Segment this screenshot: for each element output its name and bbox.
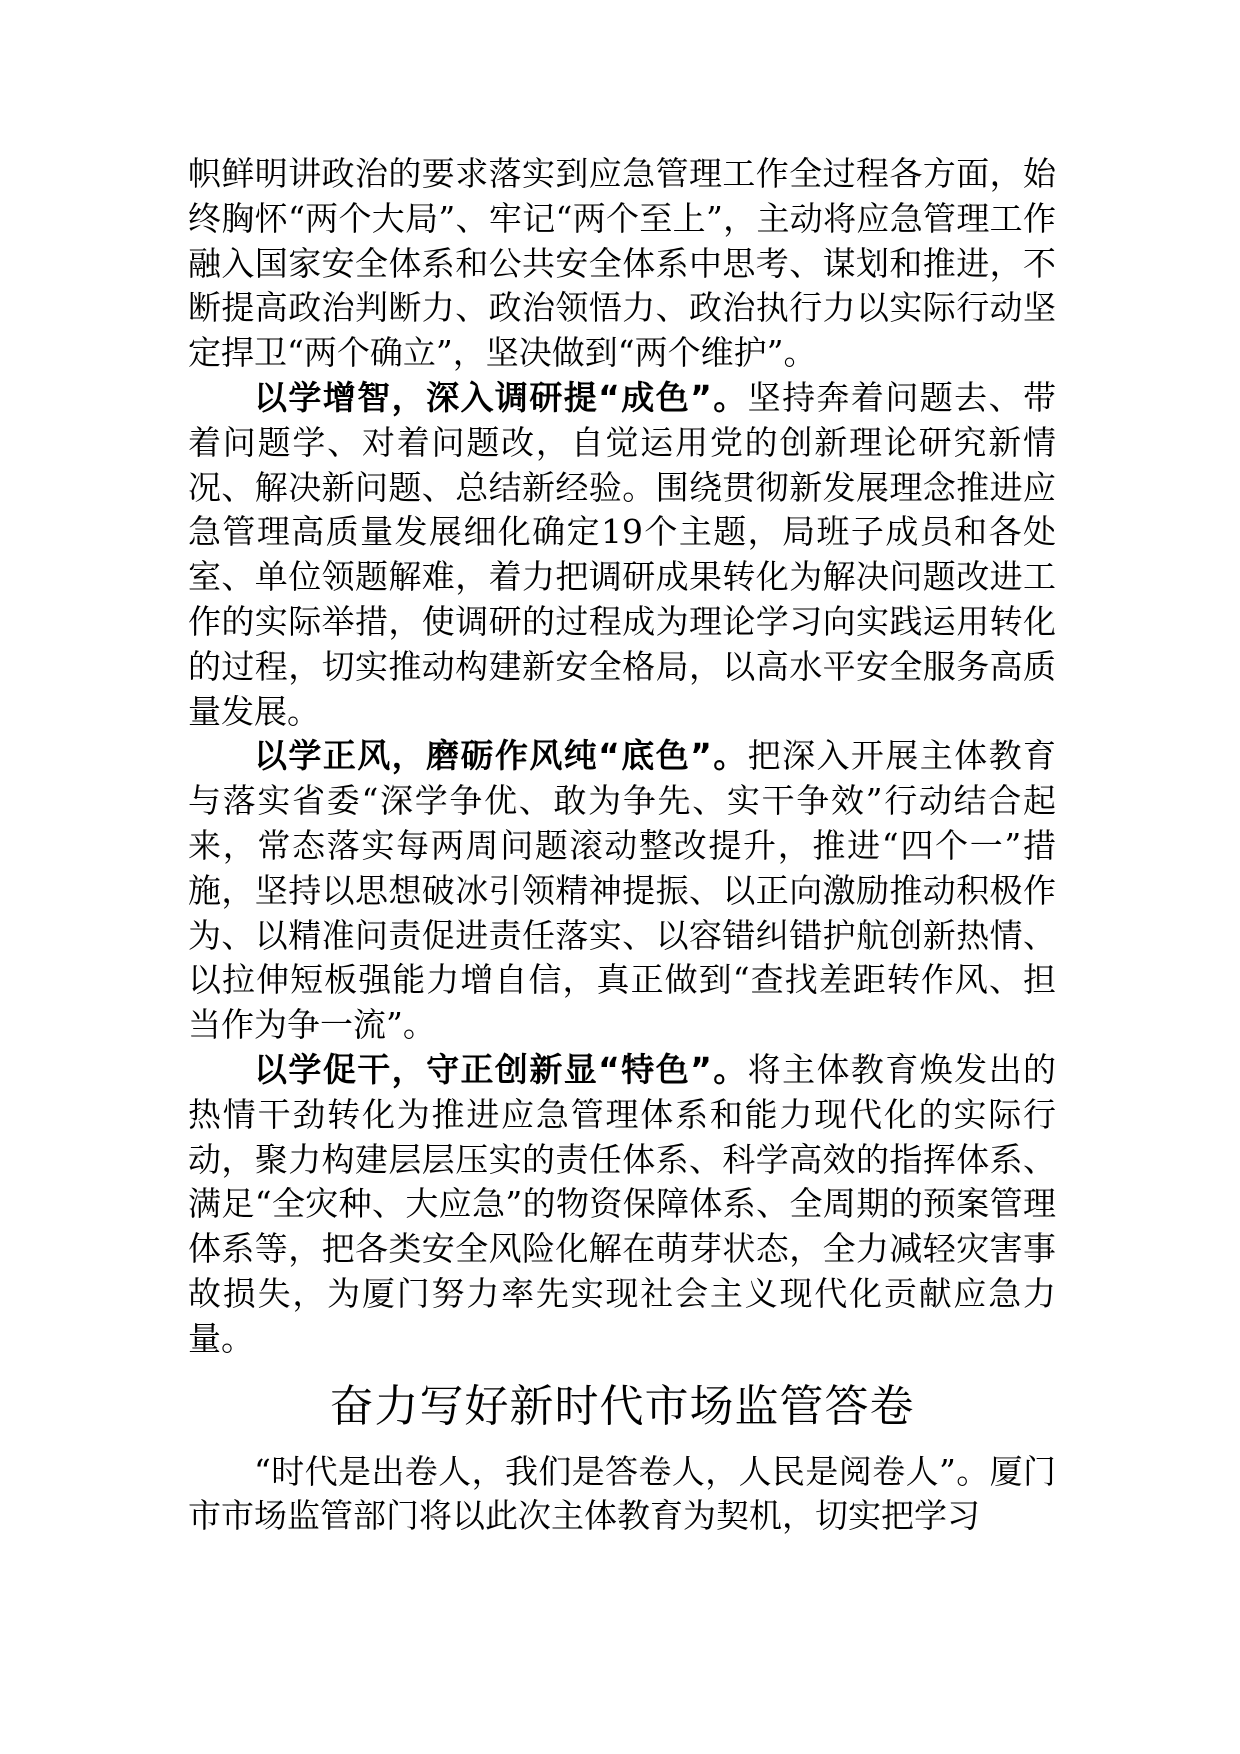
paragraph-study-wisdom [188,376,1056,734]
paragraph-text: 坚持奔着问题去、带着问题学、对着问题改，自觉运用党的创新理论研究新情况、解决新问题、总结新经验。围绕贯彻新发展理念推进应急管理高质量发展细化确定19个主题，局班子成员和各处室、单位领题解难，着力把调研成果转化为解决问题改进工作的实际举措，使调研的过程成为理论学习向实践运用转化的过程，切实推动构建新安全格局，以高水平安全服务高质量发展。 [188,377,1056,731]
paragraph-study-style [188,734,1056,1048]
section-heading: 奋力写好新时代市场监管答卷 [329,1380,915,1432]
paragraph-text: 帜鲜明讲政治的要求落实到应急管理工作全过程各方面，始终胸怀“两个大局”、牢记“两个至上”，主动将应急管理工作融入国家安全体系和公共安全体系中思考、谋划和推进，不断提高政治判断力、政治领悟力、政治执行力以实际行动坚定捍卫“两个确立”，坚决做到“两个维护”。 [188,154,1056,373]
paragraph-study-action [188,1048,1056,1362]
paragraph-text: “时代是出卷人，我们是答卷人，人民是阅卷人”。厦门市市场监管部门将以此次主体教育为契机，切实把学习 [188,1451,1056,1536]
article-body [188,152,1056,1539]
paragraph-lead: 以学增智，深入调研提“成色”。 [254,377,748,417]
paragraph-lead: 以学促干，守正创新显“特色”。 [254,1049,748,1089]
paragraph-text: 把深入开展主体教育与落实省委“深学争优、敢为争先、实干争效”行动结合起来，常态落实每两周问题滚动整改提升，推进“四个一”措施，坚持以思想破冰引领精神提振、以正向激励推动积极作为、以精准问责促进责任落实、以容错纠错护航创新热情、以拉伸短板强能力增自信，真正做到“查找差距转作风、担当作为争一流”。 [188,736,1056,1045]
paragraph-text: 将主体教育焕发出的热情干劲转化为推进应急管理体系和能力现代化的实际行动，聚力构建层层压实的责任体系、科学高效的指挥体系、满足“全灾种、大应急”的物资保障体系、全周期的预案管理体系等，把各类安全风险化解在萌芽状态，全力减轻灾害事故损失，为厦门努力率先实现社会主义现代化贡献应急力量。 [188,1049,1056,1358]
paragraph-continuation [188,152,1056,376]
paragraph-lead: 以学正风，磨砺作风纯“底色”。 [254,736,748,776]
paragraph-market-supervision [188,1450,1056,1540]
